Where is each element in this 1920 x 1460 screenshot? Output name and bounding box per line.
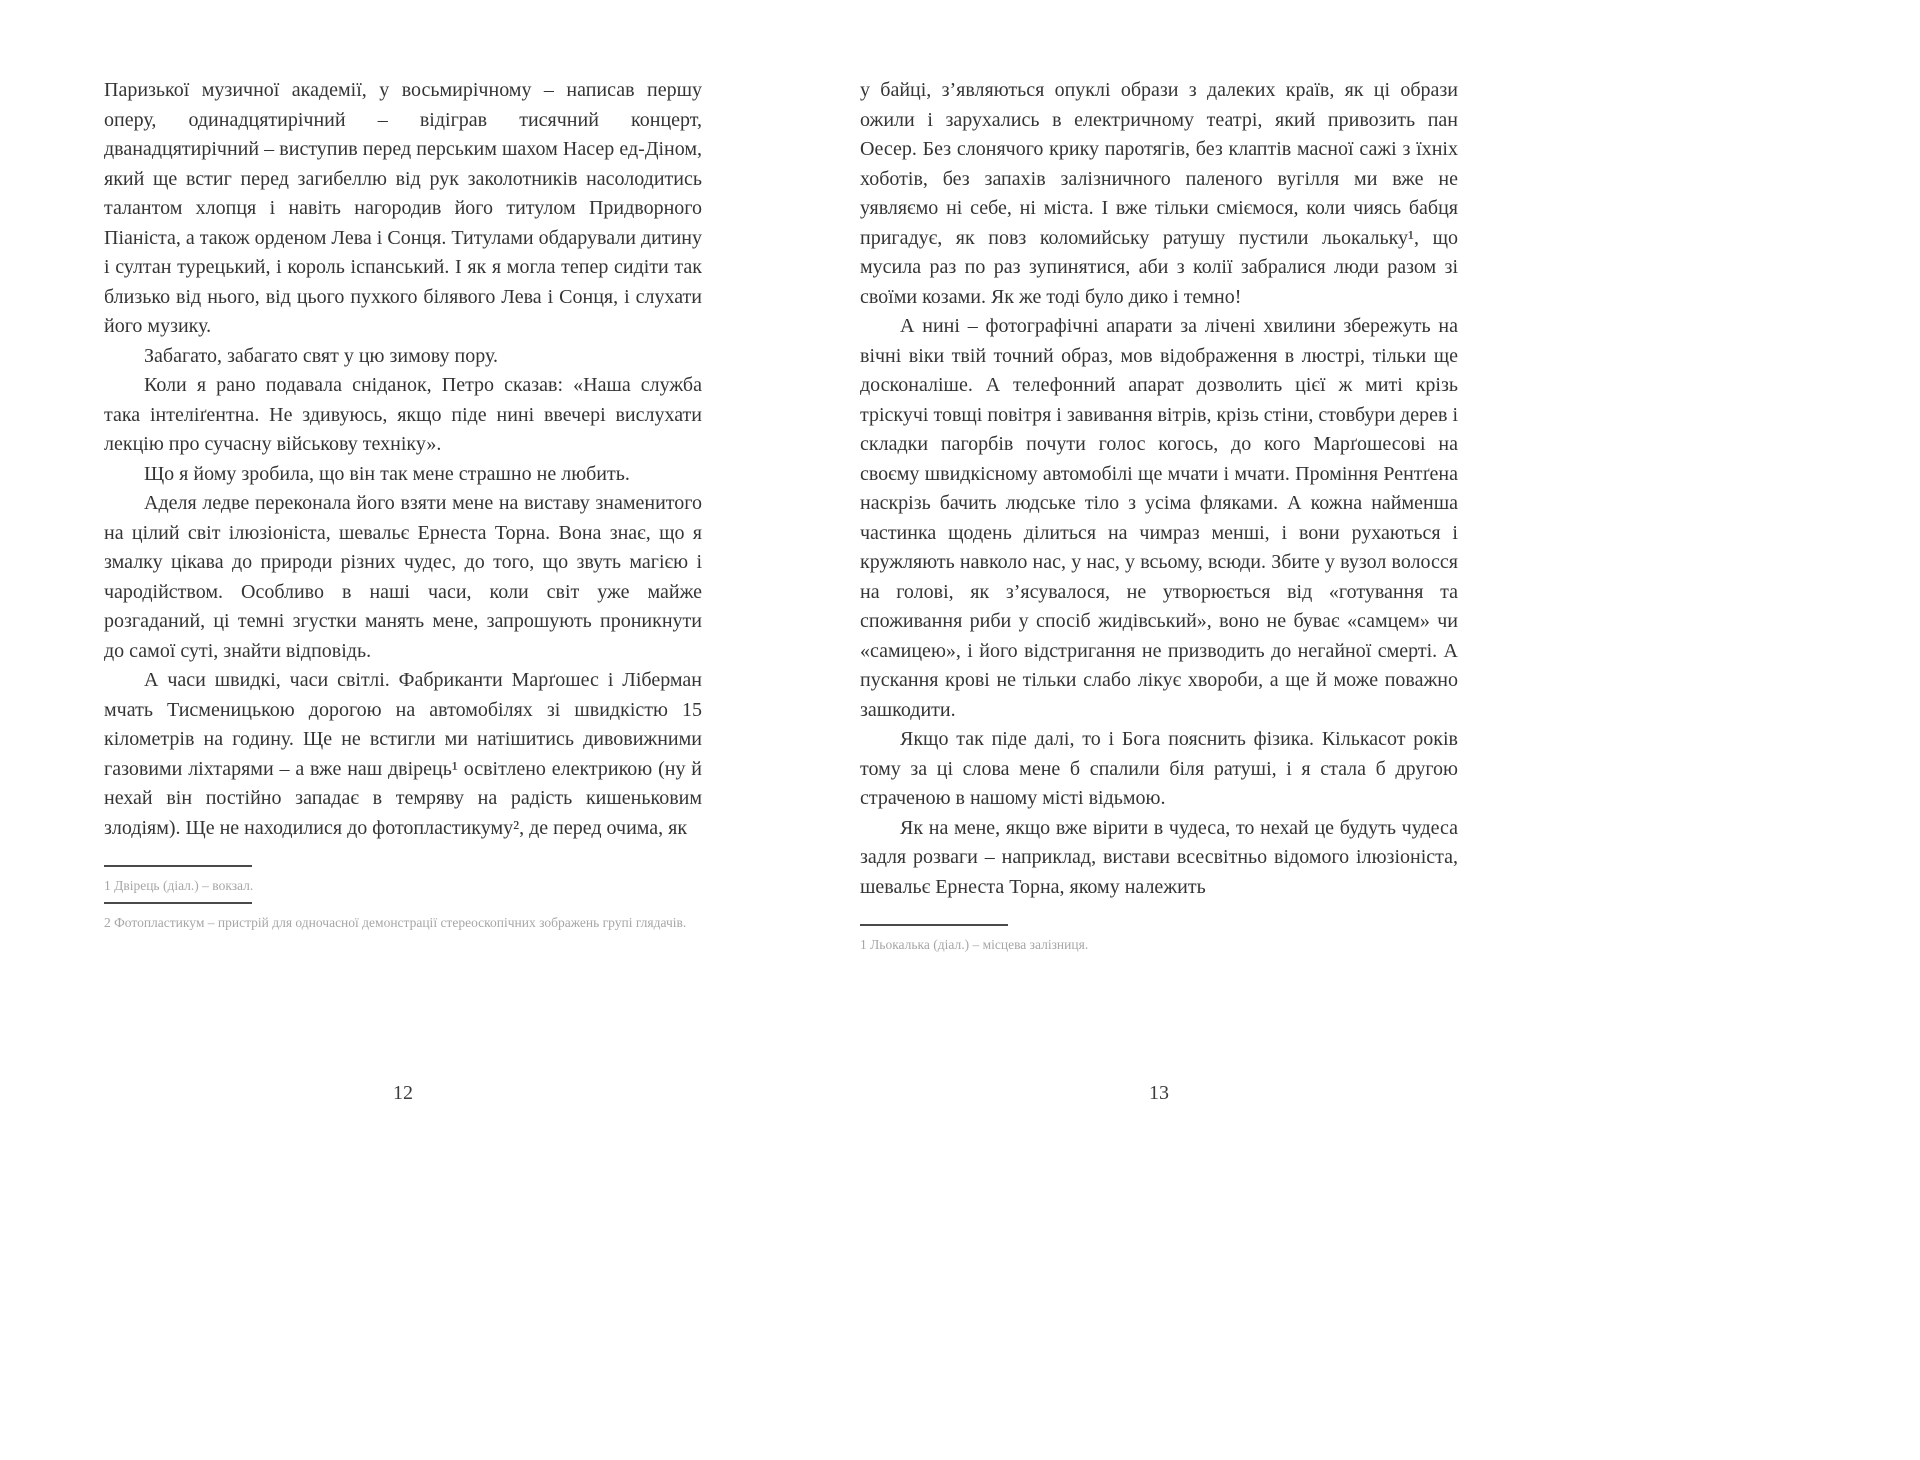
footnote-text: 1 Льокалька (діал.) – місцева залізниця.	[860, 937, 1089, 952]
paragraph: Що я йому зробила, що він так мене страшно не любить.	[144, 462, 630, 485]
paragraph: Забагато, забагато свят у цю зимову пору.	[144, 344, 498, 367]
footnote	[104, 865, 702, 896]
footnote	[860, 924, 1458, 955]
page-number-right: 13	[1149, 1082, 1169, 1104]
page-right	[860, 76, 1458, 961]
paragraph: Коли я рано подавала сніданок, Петро сказав: «Наша служба така інтеліґентна. Не здивуюсь, якщо піде нині ввечері вислухати лекцію про сучасну військову техніку».	[104, 374, 702, 455]
paragraph: у байці, з’являються опуклі образи з далеких країв, як ці образи ожили і зарухались в електричному театрі, який привозить пан Оесер. Без слонячого крику паротягів, без клаптів масної сажі з їхніх хоботів, без запахів залізничного паленого вугілля ми вже не уявляємо ні себе, ні міста. І вже тільки сміємося, коли чиясь бабця пригадує, як повз коломийську ратушу пустили льокальку¹, що мусила раз по раз зупинятися, аби з колії забралися люди разом зі своїми козами. Як же тоді було дико і темно!	[860, 79, 1458, 308]
paragraph: А часи швидкі, часи світлі. Фабриканти Марґошес і Ліберман мчать Тисменицькою дорогою на автомобілях зі швидкістю 15 кілометрів на годину. Ще не встигли ми натішитись дивовижними газовими ліхтарями – а вже наш двірець¹ освітлено електрикою (ну й нехай він постійно западає в темряву на радість кишеньковим злодіям). Ще не находилися до фотопластикуму², де перед очима, як	[104, 669, 702, 839]
page-number-left: 12	[393, 1082, 413, 1104]
paragraph: Якщо так піде далі, то і Бога пояснить фізика. Кількасот років тому за ці слова мене б спалили біля ратуші, і я стала б другою страченою в нашому місті відьмою.	[860, 728, 1458, 809]
footnote-text: 1 Двірець (діал.) – вокзал.	[104, 878, 254, 893]
page-right-footnotes	[860, 924, 1458, 955]
footnote-separator-rule	[860, 924, 1008, 926]
footnote-text: 2 Фотопластикум – пристрій для одночасної демонстрації стереоскопічних зображень групі глядачів.	[104, 915, 687, 930]
paragraph: Як на мене, якщо вже вірити в чудеса, то нехай це будуть чудеса задля розваги – наприклад, вистави всесвітньо відомого ілюзіоніста, шевальє Ернеста Торна, якому належить	[860, 816, 1458, 898]
page-right-body-text	[860, 76, 1458, 902]
paragraph: Аделя ледве переконала його взяти мене на виставу знаменитого на цілий світ ілюзіоніста, шевальє Ернеста Торна. Вона знає, що я змалку цікава до природи різних чудес, до того, що звуть магією і чародійством. Особливо в наші часи, коли світ уже майже розгаданий, ці темні згустки манять мене, запрошують проникнути до самої суті, знайти відповідь.	[104, 492, 702, 662]
footnote-separator-rule	[104, 865, 252, 867]
page-left	[104, 76, 702, 939]
paragraph: А нині – фотографічні апарати за лічені хвилини збережуть на вічні віки твій точний образ, мов відображення в люстрі, тільки ще досконаліше. А телефонний апарат дозволить цієї ж миті крізь тріскучі товщі повітря і завивання вітрів, крізь стіни, стовбури дерев і складки пагорбів почути голос когось, до кого Марґошесові на своєму швидкісному автомобілі ще мчати і мчати. Проміння Рентґена наскрізь бачить людське тіло з усіма фляками. А кожна найменша частинка щодень ділиться на чимраз менші, і вони рухаються і кружляють навколо нас, у нас, у всьому, всюди. Збите у вузол волосся на голові, як з’ясувалося, не утворюється від «готування та споживання риби у спосіб жидівський», воно не буває «самцем» чи «самицею», і його відстригання не призводить до негайної смерті. А пускання крові не тільки слабо лікує хвороби, а ще й може поважно зашкодити.	[860, 315, 1458, 721]
page-left-body-text	[104, 76, 702, 843]
paragraph: Паризької музичної академії, у восьмирічному – написав першу оперу, одинадцятирічний – відіграв тисячний концерт, дванадцятирічний – виступив перед перським шахом Насер ед-Діном, який ще встиг перед загибеллю від рук заколотників насолодитись талантом хлопця і навіть нагородив його титулом Придворного Піаніста, а також орденом Лева і Сонця. Титулами обдарували дитину і султан турецький, і король іспанський. І як я могла тепер сидіти так близько від нього, від цього пухкого білявого Лева і Сонця, і слухати його музику.	[104, 79, 702, 337]
page-left-footnotes	[104, 865, 702, 933]
footnote	[104, 902, 702, 933]
footnote-separator-rule	[104, 902, 252, 904]
